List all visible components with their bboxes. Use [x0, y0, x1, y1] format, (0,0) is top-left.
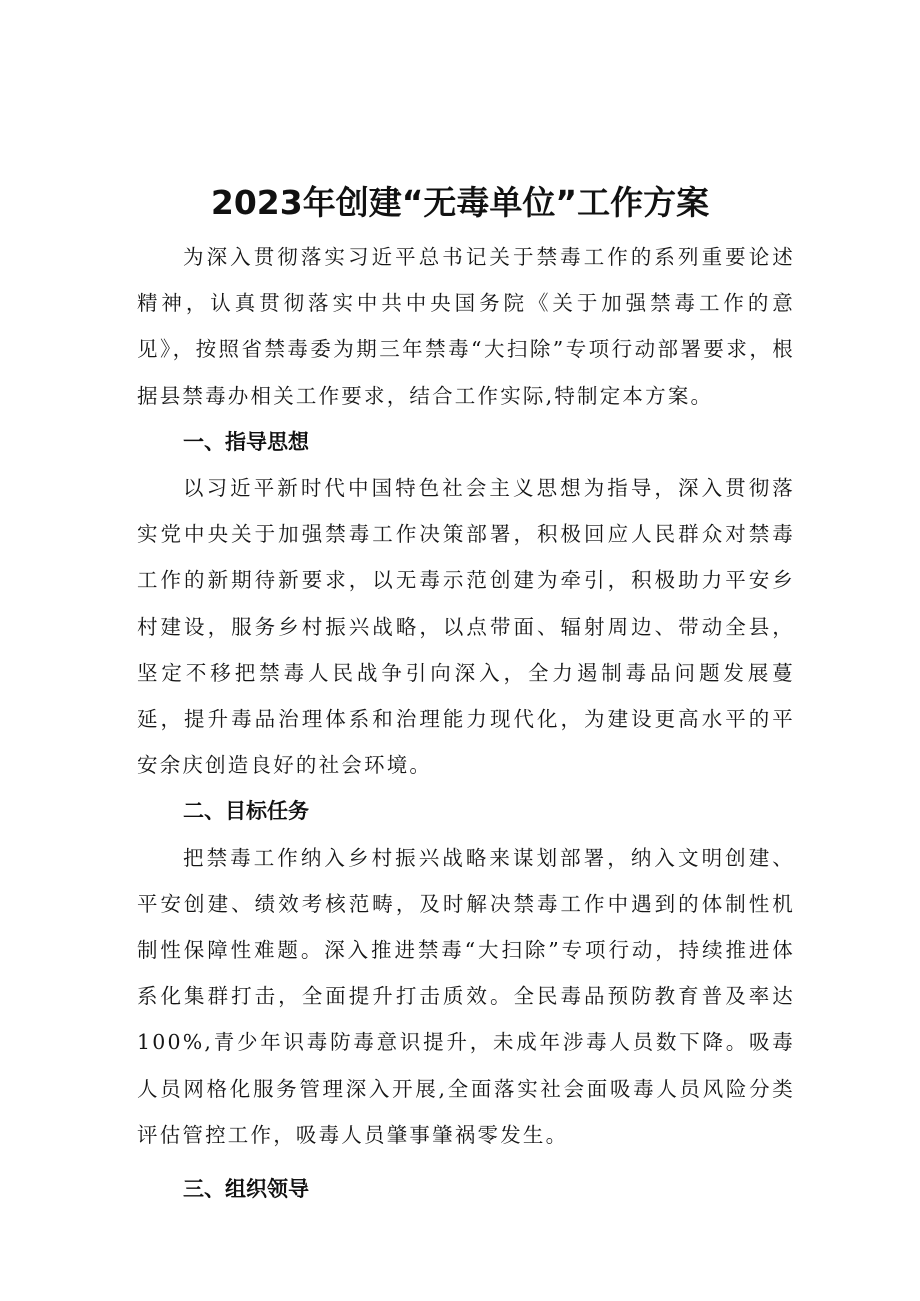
guiding-ideology-paragraph: 以习近平新时代中国特色社会主义思想为指导，深入贯彻落实党中央关于加强禁毒工作决策部署，积极回应人民群众对禁毒工作的新期待新要求，以无毒示范创建为牵引，积极助力平安乡村建设，服务乡村振兴战略，以点带面、辐射周边、带动全县，坚定不移把禁毒人民战争引向深入，全力遏制毒品问题发展蔓延，提升毒品治理体系和治理能力现代化，为建设更高水平的平安余庆创造良好的社会环境。	[137, 476, 795, 778]
intro-paragraph: 为深入贯彻落实习近平总书记关于禁毒工作的系列重要论述精神，认真贯彻落实中共中央国务院《关于加强禁毒工作的意见》，按照省禁毒委为期三年禁毒“大扫除”专项行动部署要求，根据县禁毒办相关工作要求，结合工作实际,特制定本方案。	[137, 245, 795, 408]
document-body	[137, 234, 795, 1212]
document-title: 2023年创建“无毒单位”工作方案	[210, 183, 710, 223]
section-heading-guiding-ideology: 一、指导思想	[183, 429, 309, 454]
section-heading-goals-tasks: 二、目标任务	[183, 799, 309, 824]
section-heading-organization-leadership: 三、组织领导	[183, 1177, 309, 1202]
goals-tasks-paragraph: 把禁毒工作纳入乡村振兴战略来谋划部署，纳入文明创建、平安创建、绩效考核范畴，及时解决禁毒工作中遇到的体制性机制性保障性难题。深入推进禁毒“大扫除”专项行动，持续推进体系化集群打击，全面提升打击质效。全民毒品预防教育普及率达100%,青少年识毒防毒意识提升，未成年涉毒人员数下降。吸毒人员网格化服务管理深入开展,全面落实社会面吸毒人员风险分类评估管控工作，吸毒人员肇事肇祸零发生。	[137, 845, 795, 1147]
